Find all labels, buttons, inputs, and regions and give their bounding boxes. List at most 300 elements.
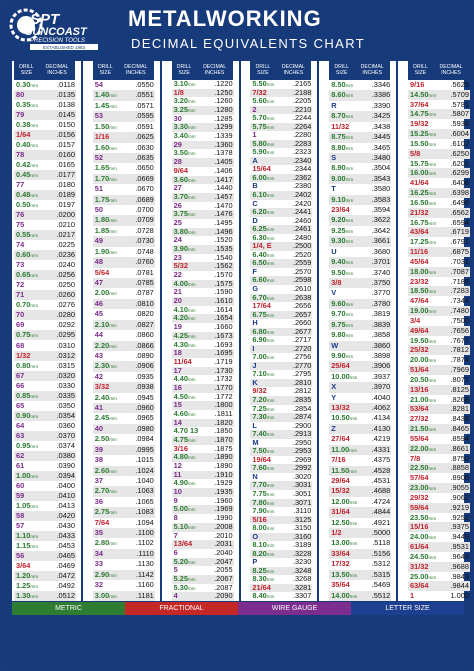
drill-size: 0.70mm (16, 300, 39, 310)
chart-row (329, 507, 391, 517)
drill-size: 15.50mm (410, 138, 437, 148)
chart-row (408, 581, 470, 591)
drill-size: 8.70mm (331, 111, 354, 121)
drill-size: 1.10mm (16, 530, 39, 540)
decimal-inches: .0394 (56, 470, 75, 480)
chart-row (93, 299, 155, 309)
drill-size: 1.75mm (94, 194, 117, 204)
chart-column (14, 61, 76, 601)
chart-row (93, 80, 155, 90)
chart-row (93, 132, 155, 142)
drill-size: 24.50mm (410, 551, 437, 561)
drill-size: 70 (16, 310, 25, 320)
drill-size: 7.30mm (252, 412, 275, 422)
decimal-inches: .0472 (56, 570, 75, 580)
drill-size: 21.00mm (410, 394, 437, 404)
decimal-inches: .0630 (135, 142, 154, 152)
decimal-inches: .2008 (214, 521, 233, 531)
decimal-inches: .2165 (292, 79, 312, 88)
decimal-inches: .5512 (371, 590, 391, 600)
chart-row (14, 461, 76, 471)
decimal-inches: .7874 (450, 355, 469, 365)
drill-size: 7.80mm (252, 497, 275, 507)
decimal-inches: .1024 (135, 465, 154, 475)
decimal-inches: .0960 (135, 403, 154, 413)
drill-size: 25.00mm (410, 571, 437, 581)
drill-size: 3/32 (94, 382, 110, 392)
drill-size: 57 (16, 520, 25, 530)
drill-size: 7.40mm (252, 429, 275, 439)
drill-size: 29 (173, 139, 182, 149)
decimal-inches: .0236 (56, 250, 75, 260)
drill-size: 60 (16, 480, 25, 490)
drill-size: J (252, 360, 257, 370)
decimal-inches: .9646 (450, 551, 469, 561)
chart-row (329, 174, 391, 184)
chart-row (329, 132, 391, 142)
drill-size: 17 (173, 365, 182, 375)
decimal-inches: .0787 (135, 288, 154, 298)
drill-size: 1.20mm (16, 570, 39, 580)
drill-size: 33/64 (331, 548, 350, 558)
drill-size: 50 (94, 205, 104, 215)
drill-size: 8.90mm (331, 163, 354, 173)
chart-row (329, 268, 391, 278)
decimal-inches: .0320 (56, 370, 75, 380)
drill-size: 1.80mm (94, 215, 117, 225)
logo-name: SUNCOAST (25, 26, 87, 38)
drill-size: 30 (173, 113, 182, 123)
decimal-inches: .3160 (292, 531, 312, 541)
chart-row (93, 143, 155, 153)
decimal-inches: .3281 (292, 582, 312, 592)
chart-row (93, 236, 155, 246)
drill-size: 9.00mm (331, 173, 354, 183)
decimal-inches: .3898 (371, 350, 391, 360)
drill-size: 15/32 (331, 486, 350, 496)
chart-row (93, 580, 155, 590)
decimal-inches: .8750 (450, 453, 469, 463)
decimal-inches: .8594 (450, 433, 469, 443)
decimal-inches: .1299 (214, 122, 233, 132)
drill-size: 23.00mm (410, 483, 437, 493)
column-header-decimal: DECIMAL INCHES (275, 61, 311, 80)
decimal-inches: .0410 (56, 490, 75, 500)
drill-size: 7/32 (252, 87, 267, 97)
drill-size: 0.65mm (16, 270, 39, 280)
chart-row (408, 178, 470, 188)
drill-size: 38 (94, 455, 104, 465)
chart-row (329, 247, 391, 257)
decimal-inches: .7656 (450, 325, 469, 335)
chart-row (14, 320, 76, 330)
decimal-inches: .1910 (214, 469, 233, 479)
drill-size: 20.00mm (410, 355, 437, 365)
decimal-inches: .8465 (450, 424, 469, 434)
decimal-inches: .1285 (214, 113, 233, 123)
chart-row (93, 466, 155, 476)
decimal-inches: .3307 (292, 591, 312, 601)
drill-size: 53 (94, 111, 104, 121)
drill-size: 0.45mm (16, 170, 39, 180)
drill-size: 47/64 (410, 296, 429, 306)
drill-size: 15/16 (410, 522, 429, 532)
drill-size: 6.50mm (252, 258, 275, 268)
decimal-inches: .7969 (450, 365, 469, 375)
decimal-inches: .2770 (292, 360, 312, 370)
decimal-inches: .1181 (135, 590, 154, 600)
decimal-inches: .2047 (214, 556, 233, 566)
decimal-inches: .3701 (371, 257, 391, 267)
drill-size: 4.75mm (173, 435, 196, 445)
drill-size: 16.75mm (410, 217, 437, 227)
chart-row (408, 503, 470, 513)
chart-row (93, 226, 155, 236)
decimal-inches: .5625 (450, 80, 469, 89)
chart-row (408, 552, 470, 562)
chart-row (93, 309, 155, 319)
decimal-inches: .0156 (56, 130, 75, 140)
drill-size: 51 (94, 184, 104, 194)
decimal-inches: .6594 (450, 217, 469, 227)
chart-row (93, 111, 155, 121)
chart-row (14, 250, 76, 260)
drill-size: 9.90mm (331, 350, 354, 360)
decimal-inches: .7500 (450, 315, 469, 325)
chart-row (408, 454, 470, 464)
chart-row (408, 444, 470, 454)
decimal-inches: .1660 (214, 322, 233, 332)
drill-size: 8.00mm (252, 523, 275, 533)
drill-size: P (252, 557, 258, 567)
drill-size: Y (331, 392, 337, 402)
column-divider (160, 61, 162, 601)
decimal-inches: .0860 (135, 330, 154, 340)
decimal-inches: .6875 (450, 247, 469, 257)
decimal-inches: .1772 (214, 391, 233, 401)
chart-row (329, 205, 391, 215)
decimal-inches: .4688 (371, 486, 391, 496)
column-header-size: DRILL SIZE (329, 61, 354, 80)
drill-size: 8.50mm (331, 80, 354, 89)
decimal-inches: .9252 (450, 512, 469, 522)
decimal-inches: .0413 (56, 500, 75, 510)
column-header-decimal: DECIMAL INCHES (354, 61, 390, 80)
decimal-inches: .1520 (214, 235, 233, 245)
decimal-inches: .5781 (450, 99, 469, 109)
drill-size: 7.20mm (252, 395, 275, 405)
drill-size: 8 (173, 513, 178, 523)
drill-size: 24.00mm (410, 532, 437, 542)
chart-row (93, 341, 155, 351)
drill-size: 0.50mm (16, 200, 39, 210)
drill-size: 2.70mm (94, 486, 117, 496)
chart-row (408, 129, 470, 139)
drill-size: 68 (16, 340, 25, 350)
decimal-inches: .4921 (371, 517, 391, 527)
chart-row (329, 309, 391, 319)
chart-row (329, 486, 391, 496)
decimal-inches: .1406 (214, 165, 233, 175)
chart-row (329, 476, 391, 486)
decimal-inches: .4528 (371, 465, 391, 475)
chart-row (14, 411, 76, 421)
decimal-inches: .0292 (56, 320, 75, 330)
decimal-inches: .0591 (135, 121, 154, 131)
decimal-inches: .0430 (56, 520, 75, 530)
drill-size: 4.70 13 (173, 426, 199, 436)
drill-size: 19/32 (410, 119, 429, 129)
chart-row (408, 188, 470, 198)
drill-size: H (252, 318, 258, 328)
decimal-inches: .6201 (450, 158, 469, 168)
drill-size: 4.50mm (173, 391, 196, 401)
decimal-inches: .2500 (292, 241, 312, 251)
chart-row (329, 101, 391, 111)
decimal-inches: .1820 (214, 417, 233, 427)
drill-size: 1/16 (94, 132, 110, 142)
chart-row (93, 215, 155, 225)
drill-size: 5/32 (173, 261, 188, 271)
chart-row (93, 591, 155, 601)
logo-sub: PRECISION TOOLS (30, 38, 85, 44)
chart-row (408, 365, 470, 375)
chart-row (93, 205, 155, 215)
drill-size: 18.00mm (410, 266, 437, 276)
drill-size: 9.50mm (331, 267, 354, 277)
chart-row (408, 336, 470, 346)
drill-size: M (252, 437, 259, 447)
drill-size: 3.60mm (173, 174, 196, 184)
decimal-inches: .2188 (292, 87, 312, 97)
chart-row (93, 507, 155, 517)
chart-row (329, 393, 391, 403)
decimal-inches: .0157 (56, 140, 75, 150)
decimal-inches: .2460 (292, 215, 312, 225)
drill-size: Z (331, 423, 336, 433)
chart-row (329, 559, 391, 569)
drill-size: 72 (16, 280, 25, 290)
chart-row (14, 100, 76, 110)
drill-size: 12 (173, 461, 182, 471)
chart-row (408, 286, 470, 296)
drill-size: U (331, 246, 337, 256)
decimal-inches: .2205 (292, 96, 312, 106)
drill-size: 51/64 (410, 365, 429, 375)
decimal-inches: .3580 (371, 184, 391, 194)
decimal-inches: .2756 (292, 352, 312, 362)
chart-row (14, 401, 76, 411)
decimal-inches: .0635 (135, 152, 154, 162)
suncoast-logo (8, 6, 120, 52)
drill-size: 29/32 (410, 492, 429, 502)
chart-row (14, 280, 76, 290)
drill-size: 58 (16, 510, 25, 520)
drill-size: 1 (410, 591, 415, 601)
decimal-inches: .2055 (214, 565, 233, 575)
drill-size: 1.05mm (16, 500, 39, 510)
drill-size: 1.60mm (94, 142, 117, 152)
drill-size: 17/64 (252, 301, 271, 311)
decimal-inches: .1610 (214, 296, 233, 306)
drill-size: 16.50mm (410, 197, 437, 207)
chart-row (93, 393, 155, 403)
decimal-inches: .0785 (135, 277, 154, 287)
chart-column (408, 61, 470, 601)
decimal-inches: .2283 (292, 138, 312, 148)
decimal-inches: .2835 (292, 395, 312, 405)
chart-row (408, 109, 470, 119)
drill-size: 2 (252, 104, 257, 114)
decimal-inches: .3622 (371, 215, 391, 225)
drill-size: 1.45mm (94, 100, 117, 110)
drill-size: 12.00mm (331, 496, 358, 506)
decimal-inches: .4134 (371, 413, 391, 423)
column-header-decimal: DECIMAL INCHES (197, 61, 233, 80)
drill-size: 4.25mm (173, 330, 196, 340)
drill-size: 9.25mm (331, 225, 354, 235)
decimal-inches: .8281 (450, 404, 469, 414)
drill-size: 27 (173, 183, 182, 193)
drill-size: 5.25mm (173, 573, 196, 583)
drill-size: 61 (16, 460, 25, 470)
decimal-inches: .3906 (371, 361, 391, 371)
drill-size: 44 (94, 330, 104, 340)
decimal-inches: .4062 (371, 403, 391, 413)
page-title: METALWORKING (128, 6, 322, 31)
chart-row (93, 455, 155, 465)
chart-row (408, 355, 470, 365)
chart-row (329, 257, 391, 267)
drill-size: 6.30mm (252, 232, 275, 242)
drill-size: 41 (94, 403, 104, 413)
chart-row (14, 90, 76, 100)
chart-row (329, 413, 391, 423)
chart-row (93, 413, 155, 423)
drill-size: 37/64 (410, 99, 429, 109)
chart-row (408, 168, 470, 178)
drill-size: 6.90mm (252, 335, 275, 345)
decimal-inches: .0595 (135, 111, 154, 121)
chart-row (14, 180, 76, 190)
chart-row (14, 351, 76, 361)
decimal-inches: .0370 (56, 430, 75, 440)
decimal-inches: .0312 (56, 350, 75, 360)
decimal-inches: .0650 (135, 163, 154, 173)
drill-size: 2.90mm (94, 569, 117, 579)
chart-row (408, 513, 470, 523)
chart-row (14, 190, 76, 200)
drill-size: 9/32 (252, 386, 267, 396)
decimal-inches: .2461 (292, 224, 312, 234)
decimal-inches: .8661 (450, 443, 469, 453)
chart-row (408, 237, 470, 247)
chart-row (14, 220, 76, 230)
decimal-inches: .0189 (56, 190, 75, 200)
chart-row (408, 90, 470, 100)
chart-row (14, 591, 76, 601)
drill-size: 63 (16, 430, 25, 440)
drill-size: 47 (94, 277, 104, 287)
drill-size: 3.20mm (173, 96, 196, 106)
drill-size: 57/64 (410, 473, 429, 483)
chart-row (408, 119, 470, 129)
decimal-inches: .0625 (135, 132, 154, 142)
drill-size: 7.75mm (252, 488, 275, 498)
decimal-inches: .1160 (135, 580, 154, 590)
decimal-inches: .8858 (450, 463, 469, 473)
drill-size: 56 (16, 550, 25, 560)
drill-size: 16.25mm (410, 188, 437, 198)
drill-size: 32 (94, 580, 104, 590)
decimal-inches: .3346 (371, 80, 391, 89)
drill-size: 6.20mm (252, 207, 275, 217)
decimal-inches: .1405 (214, 157, 233, 167)
drill-size: 43 (94, 350, 104, 360)
decimal-inches: .3425 (371, 111, 391, 121)
chart-row (408, 227, 470, 237)
drill-size: 11/64 (173, 356, 192, 366)
drill-size: 22.50mm (410, 463, 437, 473)
decimal-inches: .0965 (135, 413, 154, 423)
chart-row (14, 240, 76, 250)
decimal-inches: .5156 (371, 548, 391, 558)
drill-size: 4.30mm (173, 339, 196, 349)
drill-size: 2.30mm (94, 361, 117, 371)
decimal-inches: .3071 (292, 497, 312, 507)
decimal-inches: .0748 (135, 246, 154, 256)
decimal-inches: .9062 (450, 492, 469, 502)
chart-row (408, 139, 470, 149)
drill-size: 9.30mm (331, 236, 354, 246)
decimal-inches: .5118 (372, 538, 391, 548)
drill-size: 40 (94, 423, 104, 433)
footer-band (0, 615, 474, 671)
legend-metric: METRIC (12, 602, 125, 615)
decimal-inches: .6004 (450, 129, 469, 139)
decimal-inches: .4040 (371, 392, 391, 402)
decimal-inches: .0550 (135, 80, 154, 89)
chart-row (14, 120, 76, 130)
decimal-inches: .0571 (135, 100, 154, 110)
chart-row (14, 371, 76, 381)
decimal-inches: .3268 (292, 574, 312, 584)
drill-size: 61/64 (410, 542, 429, 552)
chart-row (93, 288, 155, 298)
decimal-inches: .3543 (371, 173, 391, 183)
chart-row (329, 570, 391, 580)
chart-row (93, 497, 155, 507)
decimal-inches: .3504 (371, 163, 391, 173)
chart-row (329, 497, 391, 507)
chart-row (93, 403, 155, 413)
decimal-inches: .0180 (56, 180, 75, 190)
decimal-inches: .0295 (56, 330, 75, 340)
chart-row (329, 538, 391, 548)
drill-size: 5.80mm (252, 138, 275, 148)
chart-row (329, 143, 391, 153)
decimal-inches: .1935 (214, 487, 233, 497)
drill-size: 14 (173, 417, 182, 427)
decimal-inches: .0820 (135, 309, 154, 319)
chart-row (408, 198, 470, 208)
drill-size: 41/64 (410, 178, 429, 188)
decimal-inches: .3445 (371, 132, 391, 142)
drill-size: S (331, 152, 337, 162)
drill-size: 80 (16, 90, 25, 100)
decimal-inches: .3110 (293, 506, 312, 516)
drill-size: 74 (16, 240, 25, 250)
